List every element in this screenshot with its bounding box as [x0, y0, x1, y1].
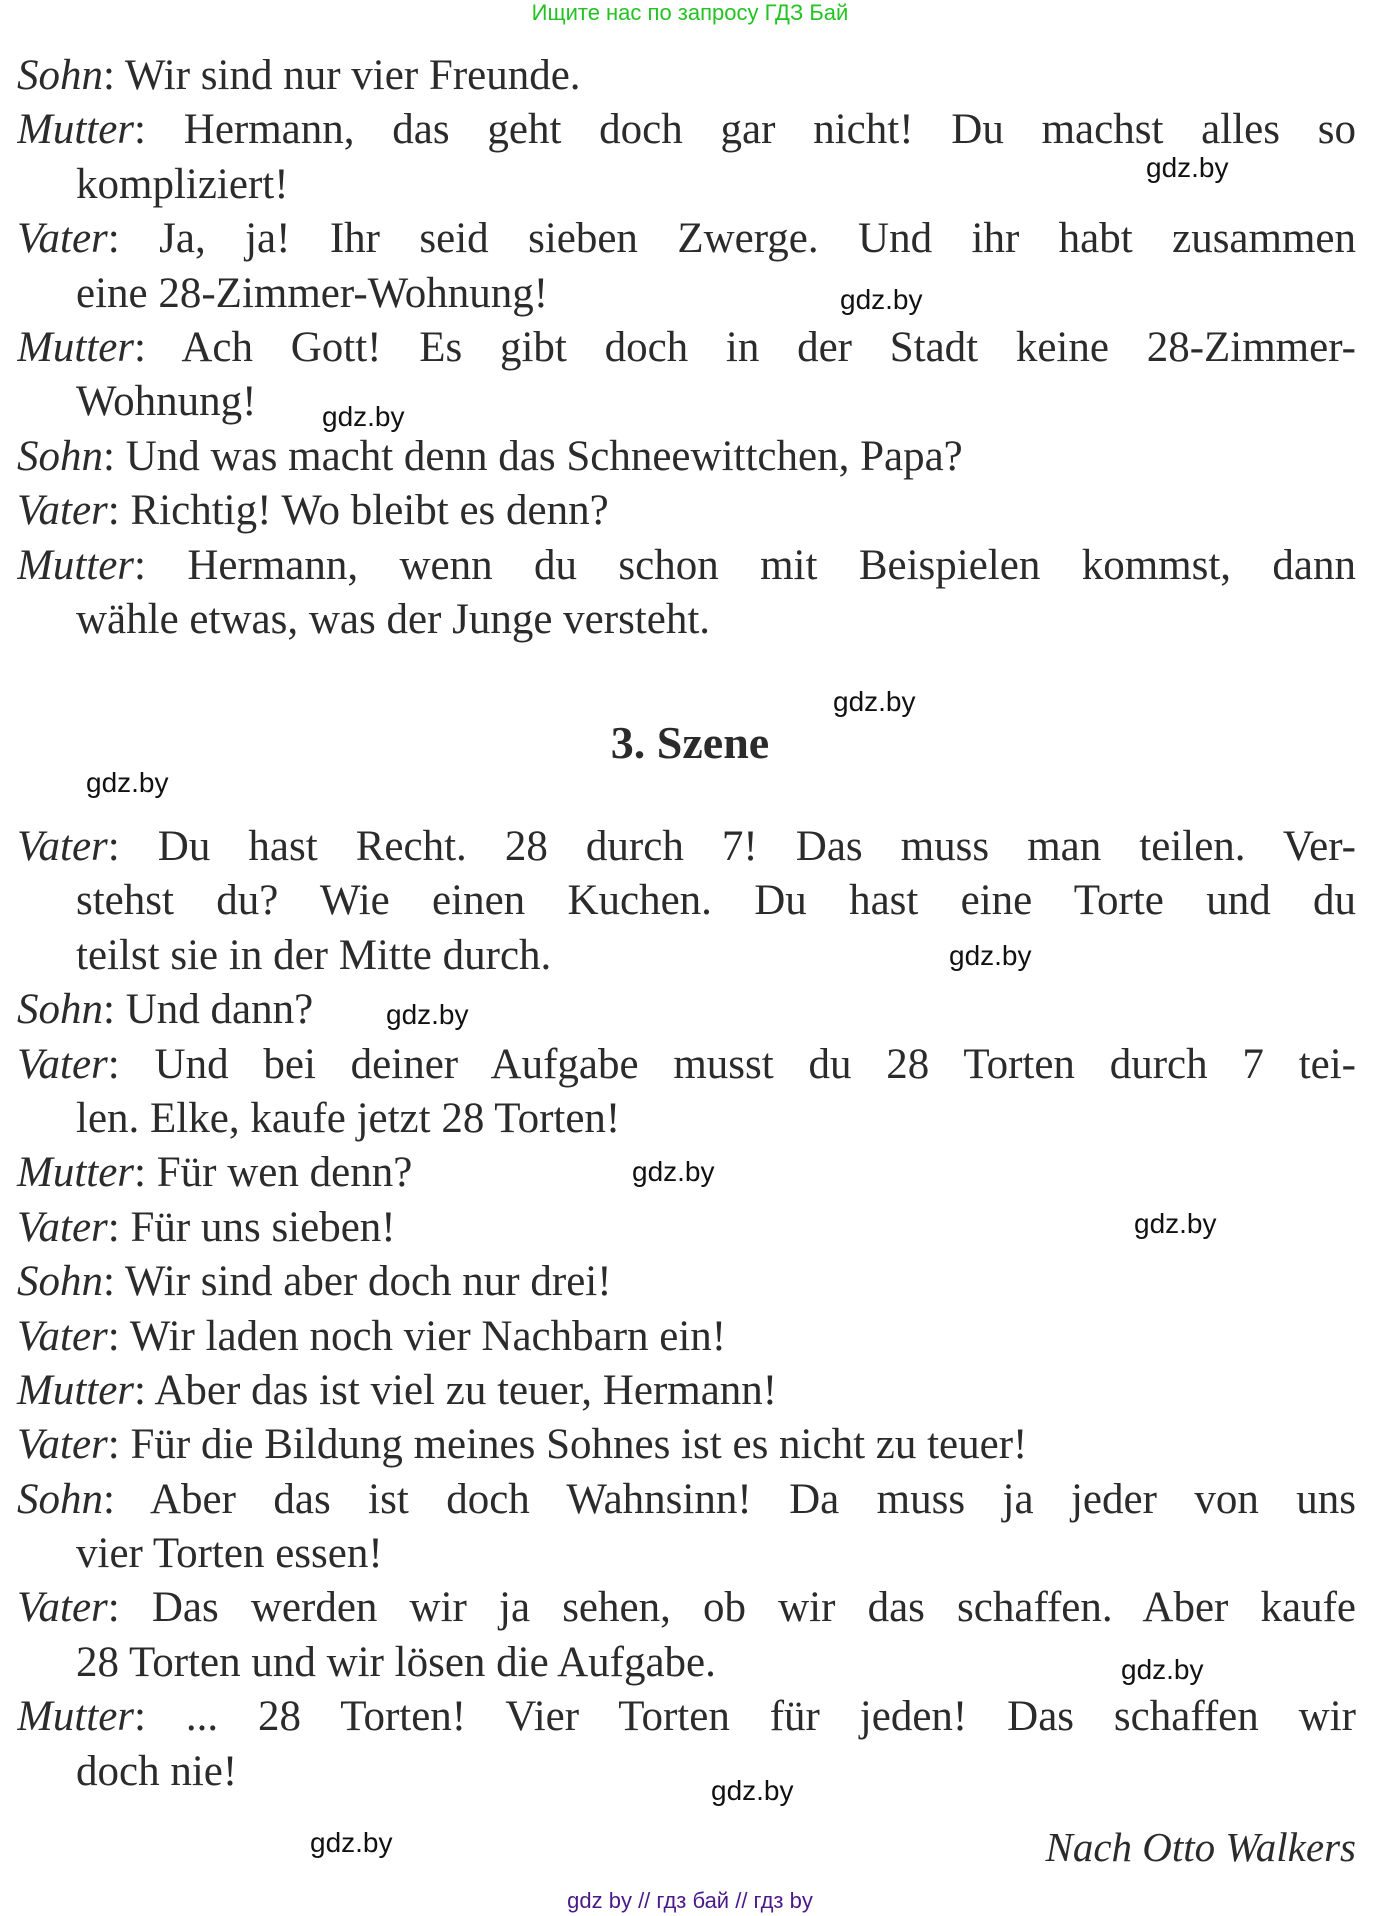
dialogue-line	[17, 1473, 1356, 1527]
dialogue-line	[17, 1690, 1356, 1744]
line-text: : Hermann, wenn du schon mit Beispielen kommst, dann	[134, 541, 1356, 589]
line-text: : Richtig! Wo bleibt es denn?	[107, 487, 609, 535]
watermark: gdz.by	[86, 767, 169, 798]
speaker-name: Mutter	[17, 1693, 135, 1741]
speaker-name: Sohn	[17, 432, 103, 480]
line-text: doch nie!	[76, 1747, 238, 1795]
speaker-name: Vater	[17, 1203, 108, 1251]
dialogue-line	[17, 267, 1356, 321]
speaker-name: Vater	[17, 487, 108, 535]
dialogue-line	[17, 375, 1356, 429]
line-text: : Und was macht denn das Schneewittchen, Papa?	[103, 432, 963, 480]
dialogue-line	[17, 539, 1356, 593]
line-text: : Aber das ist doch Wahnsinn! Da muss ja jeder von uns	[103, 1475, 1356, 1523]
author-credit: Nach Otto Walkers	[1045, 1824, 1356, 1870]
dialogue-line	[17, 484, 1356, 538]
dialogue-section-1	[17, 49, 1356, 647]
dialogue-line	[17, 820, 1356, 874]
line-text: : Ach Gott! Es gibt doch in der Stadt keine 28-Zimmer-	[134, 323, 1356, 371]
watermark: gdz.by	[833, 686, 916, 717]
speaker-name: Vater	[17, 1421, 108, 1469]
watermark: gdz.by	[632, 1156, 715, 1187]
dialogue-section-2	[17, 820, 1356, 1799]
speaker-name: Sohn	[17, 986, 103, 1034]
line-text: : Und bei deiner Aufgabe musst du 28 Torten durch 7 tei-	[107, 1040, 1356, 1088]
dialogue-line	[17, 1092, 1356, 1146]
line-text: 28 Torten und wir lösen die Aufgabe.	[76, 1638, 716, 1686]
dialogue-line	[17, 1255, 1356, 1309]
line-text: : ... 28 Torten! Vier Torten für jeden! Das schaffen wir	[134, 1693, 1356, 1741]
line-text: : Und dann?	[103, 986, 314, 1034]
dialogue-line	[17, 1310, 1356, 1364]
watermark: gdz.by	[840, 284, 923, 315]
speaker-name: Vater	[17, 823, 108, 870]
watermark: gdz.by	[949, 940, 1032, 971]
speaker-name: Vater	[17, 1312, 108, 1360]
watermark: gdz.by	[1134, 1208, 1217, 1239]
speaker-name: Sohn	[17, 1258, 103, 1306]
dialogue-line	[17, 212, 1356, 266]
watermark: gdz.by	[711, 1775, 794, 1806]
dialogue-line	[17, 983, 1356, 1037]
watermark: gdz.by	[386, 999, 469, 1030]
dialogue-line	[17, 430, 1356, 484]
line-text: : Wir laden noch vier Nachbarn ein!	[107, 1312, 727, 1360]
dialogue-line	[17, 593, 1356, 647]
footer-watermark: gdz by // гдз бай // гдз by	[567, 1888, 813, 1913]
line-text: : Das werden wir ja sehen, ob wir das schaffen. Aber kaufe	[107, 1584, 1356, 1632]
line-text: : Ja, ja! Ihr seid sieben Zwerge. Und ihr habt zusammen	[107, 215, 1356, 263]
speaker-name: Mutter	[17, 1149, 135, 1197]
line-text: : Für uns sieben!	[107, 1203, 396, 1251]
speaker-name: Vater	[17, 215, 108, 263]
speaker-name: Sohn	[17, 52, 103, 99]
line-text: : Wir sind aber doch nur drei!	[103, 1258, 612, 1306]
speaker-name: Mutter	[17, 541, 135, 589]
line-text: stehst du? Wie einen Kuchen. Du hast eine Torte und du	[76, 877, 1356, 925]
speaker-name: Mutter	[17, 1366, 135, 1414]
speaker-name: Mutter	[17, 323, 135, 371]
speaker-name: Vater	[17, 1040, 108, 1088]
dialogue-line	[17, 103, 1356, 157]
dialogue-line	[17, 1745, 1356, 1799]
scene-heading: 3. Szene	[610, 717, 770, 768]
dialogue-line	[17, 929, 1356, 983]
line-text: kompliziert!	[76, 160, 289, 208]
speaker-name: Vater	[17, 1584, 108, 1632]
line-text: : Für wen denn?	[134, 1149, 413, 1197]
watermark: gdz.by	[310, 1827, 393, 1858]
line-text: Wohnung!	[76, 378, 257, 426]
line-text: len. Elke, kaufe jetzt 28 Torten!	[76, 1094, 621, 1142]
dialogue-line	[17, 1038, 1356, 1092]
watermark: gdz.by	[1121, 1654, 1204, 1685]
line-text: eine 28-Zimmer-Wohnung!	[76, 269, 549, 317]
dialogue-line	[17, 321, 1356, 375]
dialogue-line	[17, 1527, 1356, 1581]
dialogue-line	[17, 1581, 1356, 1635]
dialogue-line	[17, 1418, 1356, 1472]
search-hint-banner: Ищите нас по запросу ГДЗ Бай	[531, 0, 849, 25]
speaker-name: Sohn	[17, 1475, 103, 1523]
line-text: teilst sie in der Mitte durch.	[76, 931, 552, 979]
line-text: wähle etwas, was der Junge versteht.	[76, 595, 711, 643]
line-text: : Für die Bildung meines Sohnes ist es nicht zu teuer!	[107, 1421, 1028, 1469]
speaker-name: Mutter	[17, 106, 135, 154]
line-text: vier Torten essen!	[76, 1530, 383, 1578]
line-text: : Aber das ist viel zu teuer, Hermann!	[134, 1366, 778, 1414]
line-text: : Hermann, das geht doch gar nicht! Du machst alles so	[134, 106, 1356, 154]
line-text: : Wir sind nur vier Freunde.	[103, 52, 581, 99]
dialogue-line	[17, 874, 1356, 928]
dialogue-line	[17, 49, 1356, 103]
dialogue-line	[17, 1364, 1356, 1418]
watermark: gdz.by	[1146, 152, 1229, 183]
watermark: gdz.by	[322, 401, 405, 432]
line-text: : Du hast Recht. 28 durch 7! Das muss man teilen. Ver-	[107, 823, 1356, 870]
